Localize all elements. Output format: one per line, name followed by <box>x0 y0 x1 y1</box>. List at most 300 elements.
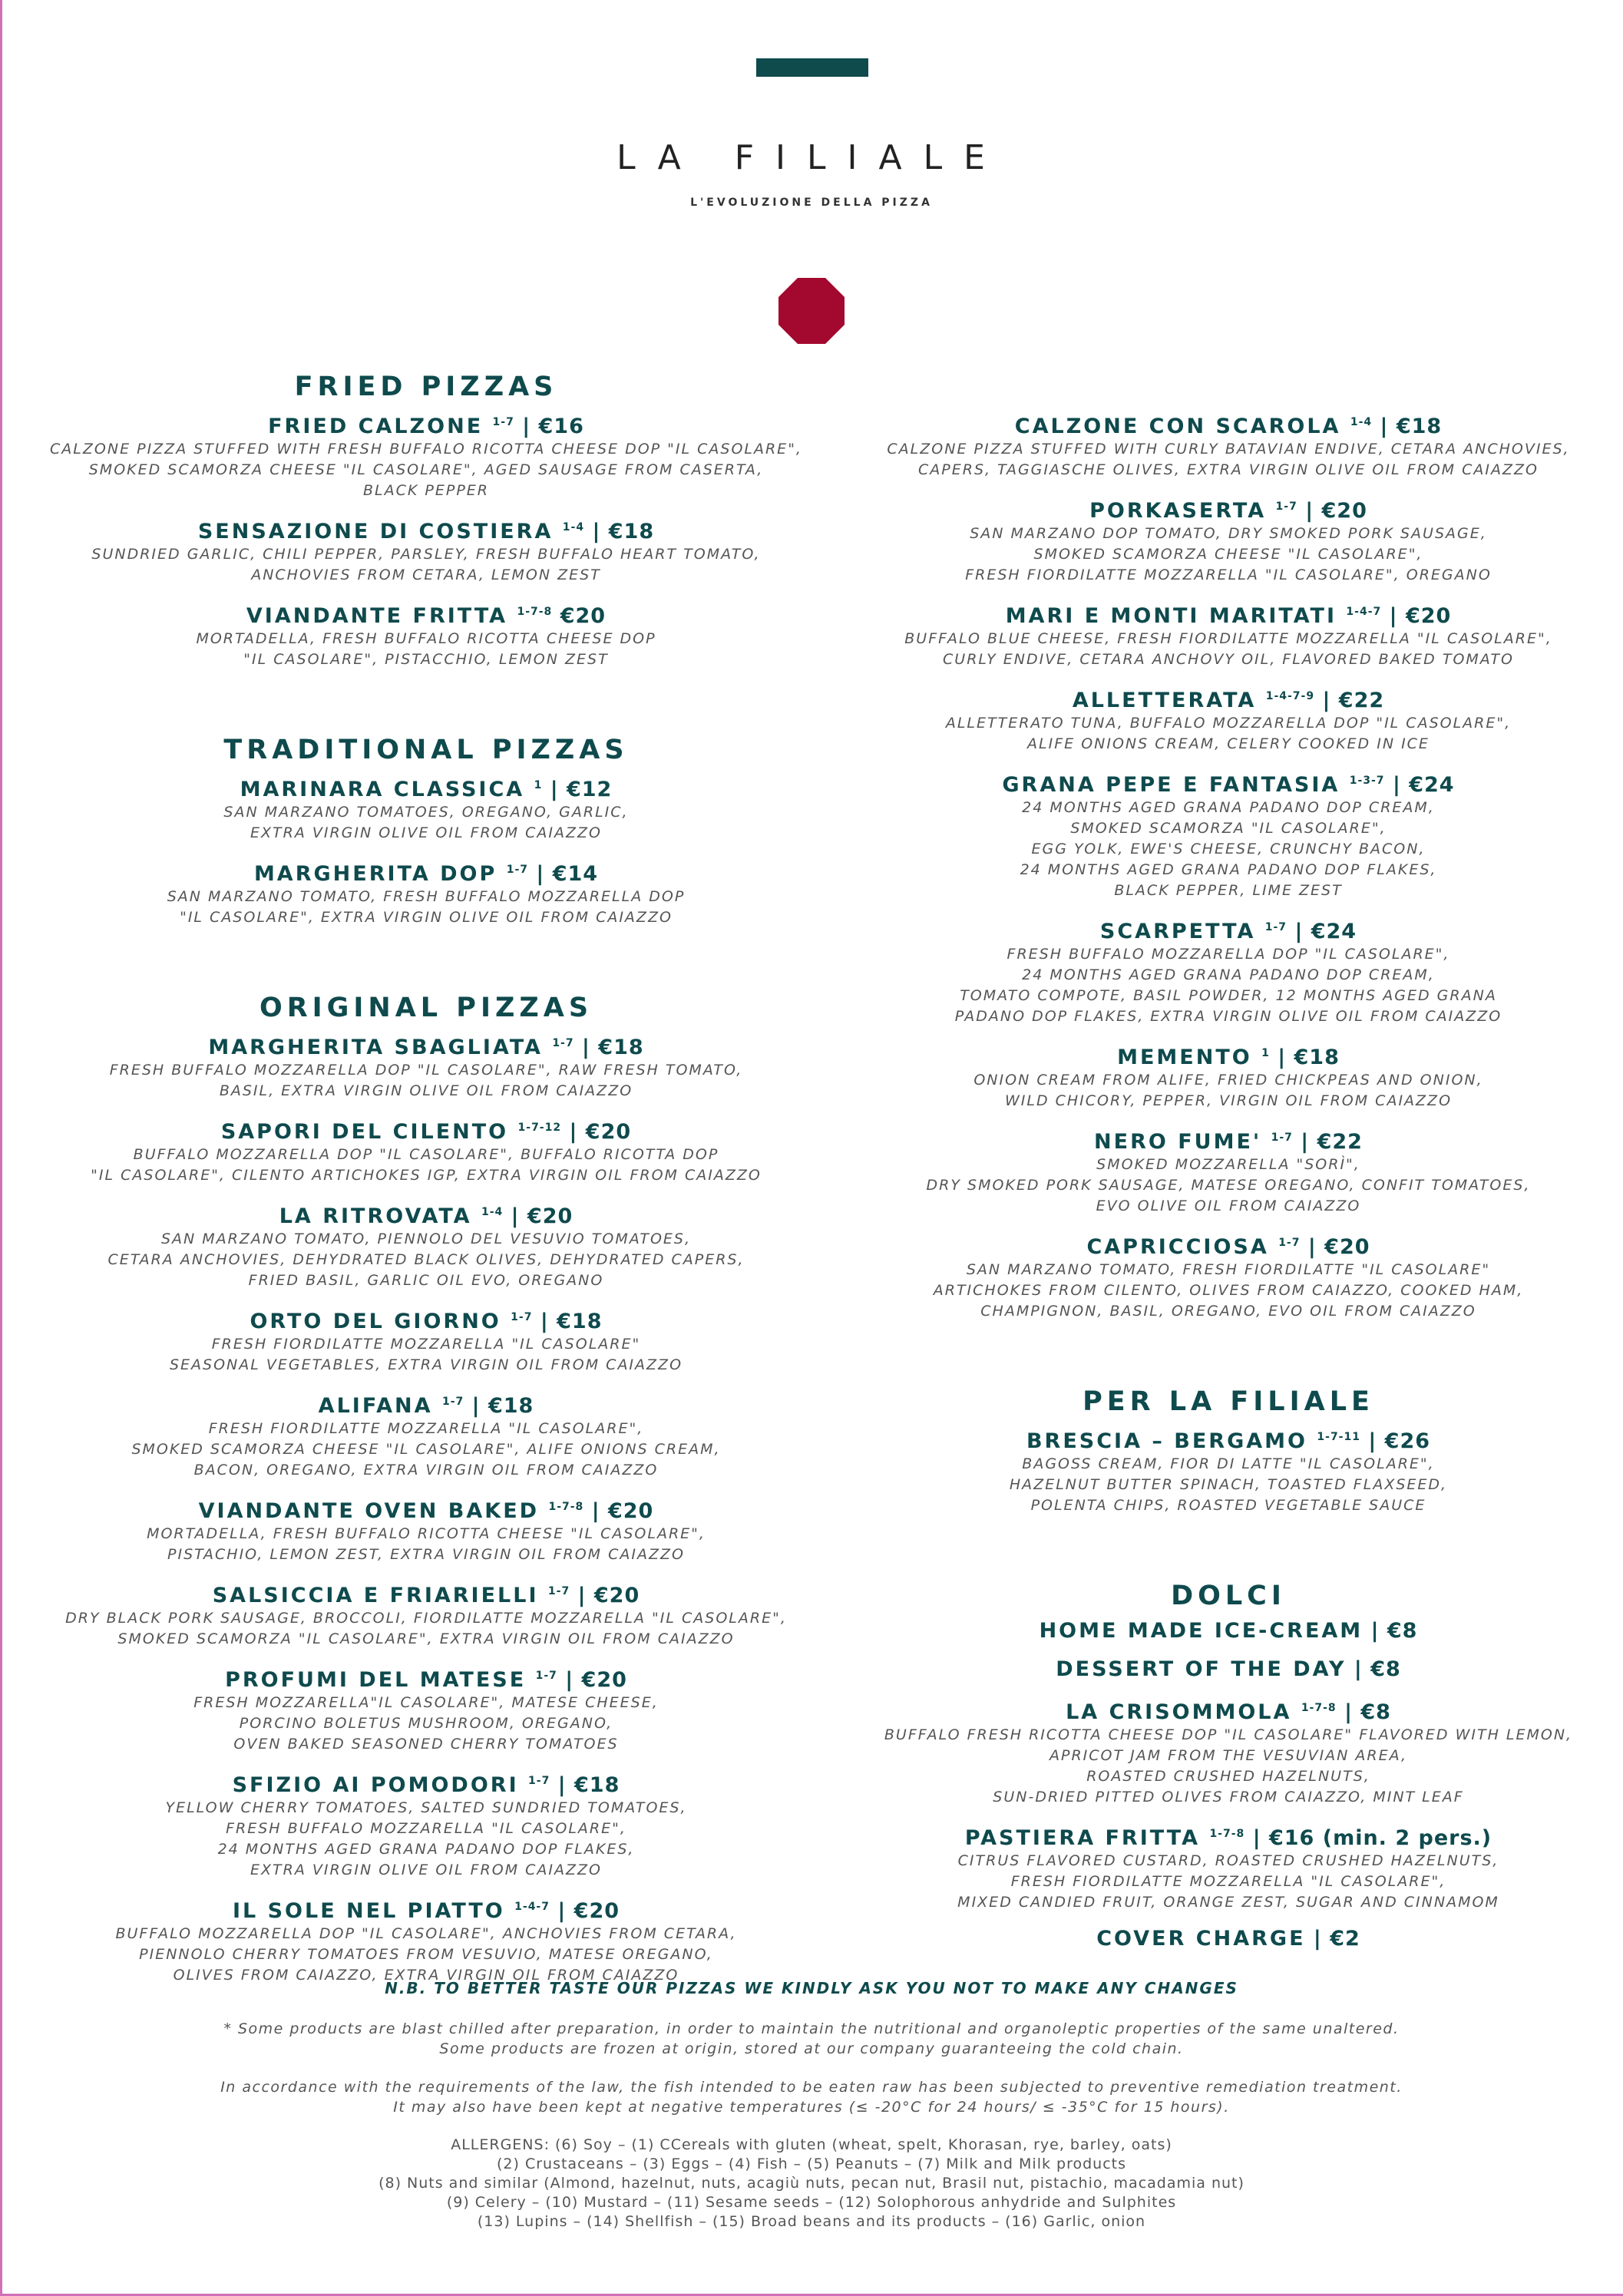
price-separator: | <box>1381 604 1406 628</box>
description-line: HAZELNUT BUTTER SPINACH, TOASTED FLAXSEED, <box>1009 1476 1448 1493</box>
allergen-codes: 1-7-8 <box>1301 1702 1337 1714</box>
menu-item-description <box>31 1693 821 1755</box>
allergen-codes: 1-7 <box>441 1396 464 1408</box>
menu-item-price: €20 <box>581 1668 627 1692</box>
description-line: 24 MONTHS AGED GRANA PADANO DOP FLAKES, <box>1020 861 1437 878</box>
menu-item-heading <box>31 410 821 439</box>
allergen-codes: 1-7 <box>506 864 529 876</box>
description-line: CAPERS, TAGGIASCHE OLIVES, EXTRA VIRGIN OLIVE OIL FROM CAIAZZO <box>918 461 1539 478</box>
menu-item-description <box>31 1419 821 1481</box>
description-line: SAN MARZANO TOMATO, PIENNOLO DEL VESUVIO TOMATOES, <box>160 1231 692 1247</box>
menu-item-description <box>31 802 821 844</box>
description-line: "IL CASOLARE", PISTACCHIO, LEMON ZEST <box>243 651 609 668</box>
menu-item-description <box>837 524 1620 586</box>
menu-item <box>837 915 1620 1027</box>
menu-item-description <box>31 1060 821 1102</box>
menu-item-heading <box>837 600 1620 629</box>
description-line: BAGOSS CREAM, FIOR DI LATTE "IL CASOLARE", <box>1022 1455 1435 1472</box>
menu-item-description <box>837 1260 1620 1322</box>
allergens-legend <box>0 2136 1623 2232</box>
menu-item-description <box>837 439 1620 481</box>
menu-item-price: €20 <box>527 1204 574 1228</box>
description-line: FRESH BUFFALO MOZZARELLA "IL CASOLARE", <box>226 1820 626 1837</box>
allergen-codes: 1-7-8 <box>517 606 553 618</box>
price-separator: | <box>1297 499 1322 523</box>
price-separator: | <box>1314 689 1339 712</box>
allergen-codes: 1 <box>534 779 543 791</box>
description-line: BUFFALO MOZZARELLA DOP "IL CASOLARE", ANCHOVIES FROM CETARA, <box>115 1925 737 1942</box>
menu-item-name: ORTO DEL GIORNO <box>250 1310 501 1333</box>
menu-item-name: PORKASERTA <box>1089 499 1267 523</box>
allergen-codes: 1-4 <box>481 1206 504 1218</box>
description-line: SAN MARZANO TOMATO, FRESH FIORDILATTE "IL CASOLARE" <box>966 1261 1491 1278</box>
price-separator: | <box>584 520 609 543</box>
description-line: BASIL, EXTRA VIRGIN OLIVE OIL FROM CAIAZZO <box>219 1082 633 1099</box>
menu-item-heading <box>837 1041 1620 1070</box>
menu-item-description <box>837 1454 1620 1516</box>
description-line: FRESH BUFFALO MOZZARELLA DOP "IL CASOLARE", RAW FRESH TOMATO, <box>109 1062 743 1079</box>
description-line: MIXED CANDIED FRUIT, ORANGE ZEST, SUGAR AND CINNAMOM <box>957 1894 1499 1911</box>
menu-item-heading <box>31 1200 821 1229</box>
menu-item-heading <box>837 768 1620 798</box>
description-line: EXTRA VIRGIN OLIVE OIL FROM CAIAZZO <box>250 1862 602 1878</box>
menu-item-name: SENSAZIONE DI COSTIERA <box>197 520 554 543</box>
menu-item-name: LA CRISOMMOLA <box>1066 1700 1292 1724</box>
description-line: DRY SMOKED PORK SAUSAGE, MATESE OREGANO, CONFIT TOMATOES, <box>926 1177 1531 1194</box>
menu-item-description <box>31 1524 821 1565</box>
description-line: OVEN BAKED SEASONED CHERRY TOMATOES <box>233 1736 619 1753</box>
allergen-codes: 1-7 <box>547 1585 570 1597</box>
menu-item-name: HOME MADE ICE-CREAM <box>1039 1619 1364 1643</box>
menu-item-price: €18 <box>608 520 655 543</box>
menu-item-heading <box>837 1619 1620 1644</box>
menu-item <box>31 410 821 501</box>
note-line: In accordance with the requirements of the law, the fish intended to be eaten raw has been subjected to preventive remediation treatment. <box>220 2079 1403 2096</box>
menu-item-price: €24 <box>1311 920 1357 943</box>
menu-item-name: CALZONE CON SCAROLA <box>1014 415 1341 438</box>
menu-item-heading <box>31 857 821 887</box>
description-line: SAN MARZANO TOMATOES, OREGANO, GARLIC, <box>223 804 629 821</box>
menu-item-heading <box>31 1305 821 1334</box>
price-separator: | <box>1384 773 1410 797</box>
menu-item-price: €20 <box>1324 1235 1370 1259</box>
octagon-logo-icon <box>778 278 845 344</box>
menu-item-description <box>31 1798 821 1881</box>
menu-item-heading <box>31 600 821 629</box>
menu-item <box>837 1822 1620 1913</box>
description-line: ALIFE ONIONS CREAM, CELERY COOKED IN ICE <box>1027 735 1430 752</box>
description-line: PISTACHIO, LEMON ZEST, EXTRA VIRGIN OIL FROM CAIAZZO <box>167 1546 685 1563</box>
menu-item-price: €20 <box>560 604 607 628</box>
menu-item-price: €24 <box>1409 773 1455 797</box>
menu-item-name: SAPORI DEL CILENTO <box>220 1120 509 1144</box>
description-line: WILD CHICORY, PEPPER, VIRGIN OIL FROM CAIAZZO <box>1004 1092 1453 1109</box>
menu-footer <box>0 1974 1623 2232</box>
menu-item <box>31 1389 821 1481</box>
section-title: DOLCI <box>1171 1581 1286 1611</box>
allergen-codes: 1-7 <box>511 1311 533 1323</box>
page-edge-left <box>0 0 2 2296</box>
allergen-codes: 1-3-7 <box>1349 775 1385 787</box>
description-line: OLIVES FROM CAIAZZO, EXTRA VIRGIN OIL FROM CAIAZZO <box>173 1967 679 1984</box>
description-line: FRESH FIORDILATTE MOZZARELLA "IL CASOLARE", <box>208 1420 644 1437</box>
description-line: FRESH FIORDILATTE MOZZARELLA "IL CASOLARE" <box>211 1336 641 1353</box>
allergen-line: (8) Nuts and similar (Almond, hazelnut, nuts, acagiù nuts, pecan nut, Brasil nut, pistachio, macadamia nut) <box>378 2175 1245 2192</box>
price-separator: | <box>532 1310 557 1333</box>
allergen-codes: 1-7 <box>1271 1131 1293 1144</box>
menu-item-name: DESSERT OF THE DAY <box>1056 1657 1347 1681</box>
description-line: SMOKED SCAMORZA "IL CASOLARE", <box>1070 820 1387 837</box>
description-line: SUNDRIED GARLIC, CHILI PEPPER, PARSLEY, FRESH BUFFALO HEART TOMATO, <box>91 546 761 563</box>
description-line: "IL CASOLARE", EXTRA VIRGIN OLIVE OIL FROM CAIAZZO <box>180 909 673 926</box>
menu-item-heading <box>31 1769 821 1798</box>
allergen-codes: 1-7 <box>528 1775 550 1787</box>
section-title: PER LA FILIALE <box>1083 1386 1374 1417</box>
menu-item-name: ALLETTERATA <box>1072 689 1257 712</box>
allergen-codes: 1-4-7 <box>514 1901 550 1913</box>
menu-item-heading <box>837 915 1620 944</box>
description-line: 24 MONTHS AGED GRANA PADANO DOP FLAKES, <box>217 1841 635 1858</box>
note-line: Some products are frozen at origin, stored at our company guaranteeing the cold chain. <box>439 2040 1184 2057</box>
description-line: SUN-DRIED PITTED OLIVES FROM CAIAZZO, MINT LEAF <box>993 1789 1464 1805</box>
description-line: SAN MARZANO TOMATO, FRESH BUFFALO MOZZARELLA DOP <box>167 888 686 905</box>
price-separator: | <box>550 1899 574 1923</box>
menu-item-description <box>837 1725 1620 1808</box>
description-line: FRIED BASIL, GARLIC OIL EVO, OREGANO <box>248 1272 604 1289</box>
price-separator: | <box>1360 1429 1385 1453</box>
price-separator: | <box>1372 415 1397 438</box>
menu-item-heading <box>837 1125 1620 1155</box>
description-line: YELLOW CHERRY TOMATOES, SALTED SUNDRIED TOMATOES, <box>165 1799 687 1816</box>
section-spacer <box>31 684 821 727</box>
menu-item-heading <box>837 410 1620 439</box>
menu-item-description <box>31 439 821 501</box>
menu-item-price: €20 <box>574 1899 620 1923</box>
section-title: ORIGINAL PIZZAS <box>259 993 593 1023</box>
price-separator: | <box>1300 1235 1325 1259</box>
allergen-codes: 1-7-11 <box>1317 1431 1360 1443</box>
menu-item-heading <box>31 1663 821 1693</box>
allergen-codes: 1-7 <box>1278 1237 1301 1249</box>
menu-item <box>31 1115 821 1186</box>
description-line: SMOKED SCAMORZA "IL CASOLARE", EXTRA VIRGIN OIL FROM CAIAZZO <box>117 1630 735 1647</box>
menu-item <box>31 1305 821 1376</box>
menu-item <box>31 773 821 844</box>
menu-item <box>31 1663 821 1755</box>
menu-item <box>837 1696 1620 1808</box>
description-line: SEASONAL VEGETABLES, EXTRA VIRGIN OIL FROM CAIAZZO <box>169 1356 683 1373</box>
menu-item <box>837 684 1620 755</box>
description-line: ARTICHOKES FROM CILENTO, OLIVES FROM CAIAZZO, COOKED HAM, <box>933 1282 1524 1299</box>
menu-item <box>31 1579 821 1650</box>
menu-item-description <box>31 1608 821 1650</box>
allergen-line: (13) Lupins – (14) Shellfish – (15) Broad beans and its products – (16) Garlic, onion <box>477 2213 1146 2230</box>
menu-item-heading <box>837 1696 1620 1725</box>
menu-item-description <box>31 1145 821 1186</box>
price-separator <box>552 604 560 628</box>
header-accent-bar <box>756 58 868 77</box>
menu-item-price: €20 <box>1405 604 1452 628</box>
price-separator: | <box>1287 920 1311 943</box>
menu-item-name: BRESCIA – BERGAMO <box>1026 1429 1307 1453</box>
description-line: 24 MONTHS AGED GRANA PADANO DOP CREAM, <box>1022 799 1435 816</box>
menu-item-heading <box>31 1031 821 1060</box>
menu-item-heading <box>837 1657 1620 1682</box>
menu-item-name: SFIZIO AI POMODORI <box>232 1773 519 1797</box>
price-separator: | <box>1336 1700 1361 1724</box>
allergen-line: ALLERGENS: (6) Soy – (1) CCereals with gluten (wheat, spelt, Khorasan, rye, barley, oats) <box>451 2136 1172 2153</box>
menu-item-name: MARGHERITA SBAGLIATA <box>208 1036 543 1059</box>
menu-item-price: €22 <box>1338 689 1385 712</box>
description-line: "IL CASOLARE", CILENTO ARTICHOKES IGP, EXTRA VIRGIN OIL FROM CAIAZZO <box>91 1167 762 1184</box>
menu-item-description <box>837 1155 1620 1217</box>
description-line: CHAMPIGNON, BASIL, OREGANO, EVO OIL FROM CAIAZZO <box>980 1303 1476 1320</box>
description-line: ROASTED CRUSHED HAZELNUTS, <box>1086 1768 1370 1785</box>
allergen-codes: 1-7 <box>535 1670 557 1682</box>
description-line: CURLY ENDIVE, CETARA ANCHOVY OIL, FLAVORED BAKED TOMATO <box>943 651 1514 668</box>
menu-item <box>31 857 821 928</box>
description-line: PIENNOLO CHERRY TOMATOES FROM VESUVIO, MATESE OREGANO, <box>139 1946 713 1963</box>
menu-item-name: ALIFANA <box>318 1394 433 1418</box>
menu-item-heading <box>31 1495 821 1524</box>
menu-item <box>837 494 1620 586</box>
note-line: It may also have been kept at negative temperatures (≤ -20°C for 24 hours/ ≤ -35°C for 15 hours). <box>393 2099 1230 2116</box>
menu-item <box>31 1031 821 1102</box>
description-line: SAN MARZANO DOP TOMATO, DRY SMOKED PORK SAUSAGE, <box>970 525 1487 542</box>
section-spacer <box>837 1530 1620 1573</box>
menu-item-description <box>837 944 1620 1027</box>
description-line: SMOKED SCAMORZA CHEESE "IL CASOLARE", ALIFE ONIONS CREAM, <box>131 1441 721 1458</box>
menu-item <box>837 410 1620 481</box>
section-spacer <box>31 942 821 985</box>
description-line: BUFFALO FRESH RICOTTA CHEESE DOP "IL CASOLARE" FLAVORED WITH LEMON, <box>884 1726 1573 1743</box>
menu-item-heading <box>31 773 821 802</box>
menu-column-left <box>31 364 821 2000</box>
no-changes-notice: N.B. TO BETTER TASTE OUR PIZZAS WE KINDLY ASK YOU NOT TO MAKE ANY CHANGES <box>385 1979 1238 1997</box>
description-line: APRICOT JAM FROM THE VESUVIAN AREA, <box>1049 1747 1408 1764</box>
price-separator: | <box>561 1120 586 1144</box>
menu-item-price: €16 (min. 2 pers.) <box>1268 1826 1492 1850</box>
price-separator: | <box>1305 1927 1330 1951</box>
description-line: BUFFALO BLUE CHEESE, FRESH FIORDILATTE MOZZARELLA "IL CASOLARE", <box>904 630 1552 647</box>
allergen-codes: 1-4 <box>562 521 585 534</box>
description-line: CITRUS FLAVORED CUSTARD, ROASTED CRUSHED HAZELNUTS, <box>957 1852 1499 1869</box>
menu-item-name: IL SOLE NEL PIATTO <box>232 1899 505 1923</box>
menu-item-name: MEMENTO <box>1117 1046 1252 1069</box>
description-line: SMOKED MOZZARELLA "SORÌ", <box>1096 1156 1360 1173</box>
menu-item-price: €2 <box>1330 1927 1360 1951</box>
description-line: EVO OLIVE OIL FROM CAIAZZO <box>1096 1198 1361 1214</box>
menu-item <box>31 1495 821 1565</box>
menu-item <box>31 600 821 670</box>
description-line: MORTADELLA, FRESH BUFFALO RICOTTA CHEESE DOP <box>196 630 656 647</box>
menu-item <box>837 1657 1620 1682</box>
menu-item-price: €18 <box>574 1773 620 1797</box>
menu-item-heading <box>837 1425 1620 1454</box>
menu-item-description <box>837 1851 1620 1913</box>
menu-item-heading <box>837 1927 1620 1951</box>
menu-item-name: VIANDANTE OVEN BAKED <box>198 1499 540 1523</box>
menu-item <box>837 1927 1620 1951</box>
menu-item-description <box>837 798 1620 901</box>
menu-item <box>837 1125 1620 1217</box>
allergen-codes: 1-4-7 <box>1346 606 1382 618</box>
description-line: FRESH BUFFALO MOZZARELLA DOP "IL CASOLARE", <box>1007 946 1450 963</box>
description-line: POLENTA CHIPS, ROASTED VEGETABLE SAUCE <box>1030 1497 1426 1514</box>
menu-item-price: €8 <box>1370 1657 1401 1681</box>
allergen-codes: 1-4-7-9 <box>1265 690 1315 702</box>
section-title: FRIED PIZZAS <box>294 372 558 402</box>
menu-item-price: €8 <box>1360 1700 1391 1724</box>
menu-item-price: €18 <box>557 1310 603 1333</box>
description-line: EGG YOLK, EWE'S CHEESE, CRUNCHY BACON, <box>1031 841 1426 857</box>
allergen-codes: 1-7-8 <box>548 1501 584 1513</box>
allergen-line: (2) Crustaceans – (3) Eggs – (4) Fish – (5) Peanuts – (7) Milk and Milk products <box>497 2156 1126 2172</box>
description-line: FRESH FIORDILATTE MOZZARELLA "IL CASOLARE", OREGANO <box>965 567 1492 583</box>
menu-item <box>837 1231 1620 1322</box>
description-line: EXTRA VIRGIN OLIVE OIL FROM CAIAZZO <box>250 824 602 841</box>
description-line: ANCHOVIES FROM CETARA, LEMON ZEST <box>251 567 601 583</box>
section-title: TRADITIONAL PIZZAS <box>223 735 629 765</box>
menu-item-name: NERO FUME' <box>1094 1130 1262 1154</box>
section-spacer <box>837 364 1620 410</box>
price-separator: | <box>514 415 539 438</box>
description-line: BLACK PEPPER <box>363 482 489 499</box>
menu-item-name: VIANDANTE FRITTA <box>246 604 508 628</box>
price-separator: | <box>464 1394 488 1418</box>
menu-item <box>837 600 1620 670</box>
menu-item-name: FRIED CALZONE <box>268 415 484 438</box>
menu-item-name: SCARPETTA <box>1099 920 1256 943</box>
menu-item <box>31 1895 821 1986</box>
description-line: ALLETTERATO TUNA, BUFFALO MOZZARELLA DOP "IL CASOLARE", <box>945 715 1512 732</box>
allergen-codes: 1-7 <box>1275 500 1297 513</box>
menu-item-price: €26 <box>1384 1429 1431 1453</box>
price-separator: | <box>570 1584 594 1607</box>
description-line: SMOKED SCAMORZA CHEESE "IL CASOLARE", <box>1033 546 1423 563</box>
brand-title: LA FILIALE <box>616 138 1007 177</box>
description-line: BACON, OREGANO, EXTRA VIRGIN OIL FROM CAIAZZO <box>193 1462 659 1478</box>
menu-item-name: PROFUMI DEL MATESE <box>225 1668 527 1692</box>
menu-item-description <box>31 1229 821 1291</box>
description-line: FRESH FIORDILATTE MOZZARELLA "IL CASOLARE", <box>1010 1873 1446 1890</box>
menu-item <box>31 1200 821 1291</box>
menu-item-price: €18 <box>1396 415 1443 438</box>
menu-item-name: COVER CHARGE <box>1096 1927 1306 1951</box>
menu-item-description <box>31 887 821 928</box>
price-separator: | <box>1363 1619 1387 1643</box>
description-line: TOMATO COMPOTE, BASIL POWDER, 12 MONTHS AGED GRANA <box>960 987 1497 1004</box>
allergen-line: (9) Celery – (10) Mustard – (11) Sesame seeds – (12) Solophorous anhydride and Sulphites <box>446 2194 1177 2211</box>
menu-item-description <box>837 1070 1620 1112</box>
menu-item-price: €20 <box>593 1584 640 1607</box>
allergen-codes: 1 <box>1261 1047 1270 1059</box>
description-line: PORCINO BOLETUS MUSHROOM, OREGANO, <box>239 1715 613 1732</box>
allergen-codes: 1-7 <box>1264 921 1287 933</box>
menu-item-heading <box>837 1822 1620 1851</box>
menu-item <box>837 768 1620 901</box>
menu-item-heading <box>837 684 1620 713</box>
menu-item-price: €22 <box>1317 1130 1363 1154</box>
menu-item-price: €8 <box>1387 1619 1418 1643</box>
allergen-codes: 1-7 <box>552 1037 574 1049</box>
menu-item <box>837 1425 1620 1516</box>
menu-item-price: €12 <box>566 778 613 801</box>
menu-item-price: €18 <box>1294 1046 1340 1069</box>
menu-item-name: LA RITROVATA <box>279 1204 472 1228</box>
description-line: ONION CREAM FROM ALIFE, FRIED CHICKPEAS AND ONION, <box>973 1072 1483 1089</box>
price-separator: | <box>550 1773 575 1797</box>
price-separator: | <box>583 1499 608 1523</box>
menu-item-heading <box>31 1115 821 1145</box>
description-line: 24 MONTHS AGED GRANA PADANO DOP CREAM, <box>1022 966 1435 983</box>
price-separator: | <box>503 1204 527 1228</box>
menu-item-heading <box>837 494 1620 524</box>
allergen-codes: 1-7 <box>492 416 514 428</box>
menu-item-description <box>837 713 1620 755</box>
price-separator: | <box>574 1036 599 1059</box>
allergen-codes: 1-7-12 <box>517 1122 562 1134</box>
description-line: FRESH MOZZARELLA"IL CASOLARE", MATESE CHEESE, <box>193 1694 659 1711</box>
raw-fish-note <box>0 2077 1623 2117</box>
menu-item-price: €20 <box>1321 499 1367 523</box>
menu-item-price: €18 <box>598 1036 644 1059</box>
menu-item-heading <box>31 1895 821 1924</box>
description-line: BUFFALO MOZZARELLA DOP "IL CASOLARE", BUFFALO RICOTTA DOP <box>133 1146 719 1163</box>
description-line: DRY BLACK PORK SAUSAGE, BROCCOLI, FIORDILATTE MOZZARELLA "IL CASOLARE", <box>65 1610 787 1627</box>
description-line: SMOKED SCAMORZA CHEESE "IL CASOLARE", AGED SAUSAGE FROM CASERTA, <box>88 461 764 478</box>
menu-item <box>837 1041 1620 1112</box>
menu-item-heading <box>31 515 821 544</box>
price-separator: | <box>1292 1130 1317 1154</box>
menu-item-name: SALSICCIA E FRIARIELLI <box>212 1584 539 1607</box>
price-separator: | <box>528 862 553 886</box>
section-spacer <box>837 1336 1620 1379</box>
menu-item-heading <box>837 1231 1620 1260</box>
menu-item-description <box>837 629 1620 670</box>
price-separator: | <box>557 1668 582 1692</box>
description-line: MORTADELLA, FRESH BUFFALO RICOTTA CHEESE "IL CASOLARE", <box>147 1525 706 1542</box>
menu-item <box>837 1619 1620 1644</box>
menu-item-description <box>31 544 821 586</box>
menu-item-name: MARI E MONTI MARITATI <box>1005 604 1337 628</box>
allergen-codes: 1-4 <box>1350 416 1373 428</box>
price-separator: | <box>1346 1657 1371 1681</box>
brand-tagline: L'EVOLUZIONE DELLA PIZZA <box>690 197 933 209</box>
description-line: CALZONE PIZZA STUFFED WITH FRESH BUFFALO RICOTTA CHEESE DOP "IL CASOLARE", <box>50 441 802 458</box>
menu-item-heading <box>31 1579 821 1608</box>
menu-item-price: €18 <box>488 1394 534 1418</box>
description-line: CETARA ANCHOVIES, DEHYDRATED BLACK OLIVES, DEHYDRATED CAPERS, <box>107 1251 745 1268</box>
allergen-codes: 1-7-8 <box>1209 1828 1245 1840</box>
menu-item-name: CAPRICCIOSA <box>1086 1235 1269 1259</box>
menu-item-name: GRANA PEPE E FANTASIA <box>1002 773 1340 797</box>
price-separator: | <box>1269 1046 1294 1069</box>
note-line: * Some products are blast chilled after preparation, in order to maintain the nutritional and organoleptic properties of the same unaltered. <box>223 2020 1400 2037</box>
price-separator: | <box>1245 1826 1269 1850</box>
blast-chill-note <box>0 2019 1623 2059</box>
description-line: PADANO DOP FLAKES, EXTRA VIRGIN OLIVE OIL FROM CAIAZZO <box>954 1008 1502 1025</box>
menu-item <box>31 1769 821 1881</box>
menu-item-name: MARINARA CLASSICA <box>240 778 525 801</box>
menu-item-description <box>31 1334 821 1376</box>
menu-item-description <box>31 629 821 670</box>
menu-item-name: MARGHERITA DOP <box>253 862 497 886</box>
description-line: BLACK PEPPER, LIME ZEST <box>1114 882 1343 899</box>
menu-item <box>31 515 821 586</box>
price-separator: | <box>542 778 567 801</box>
menu-item-price: €16 <box>538 415 584 438</box>
